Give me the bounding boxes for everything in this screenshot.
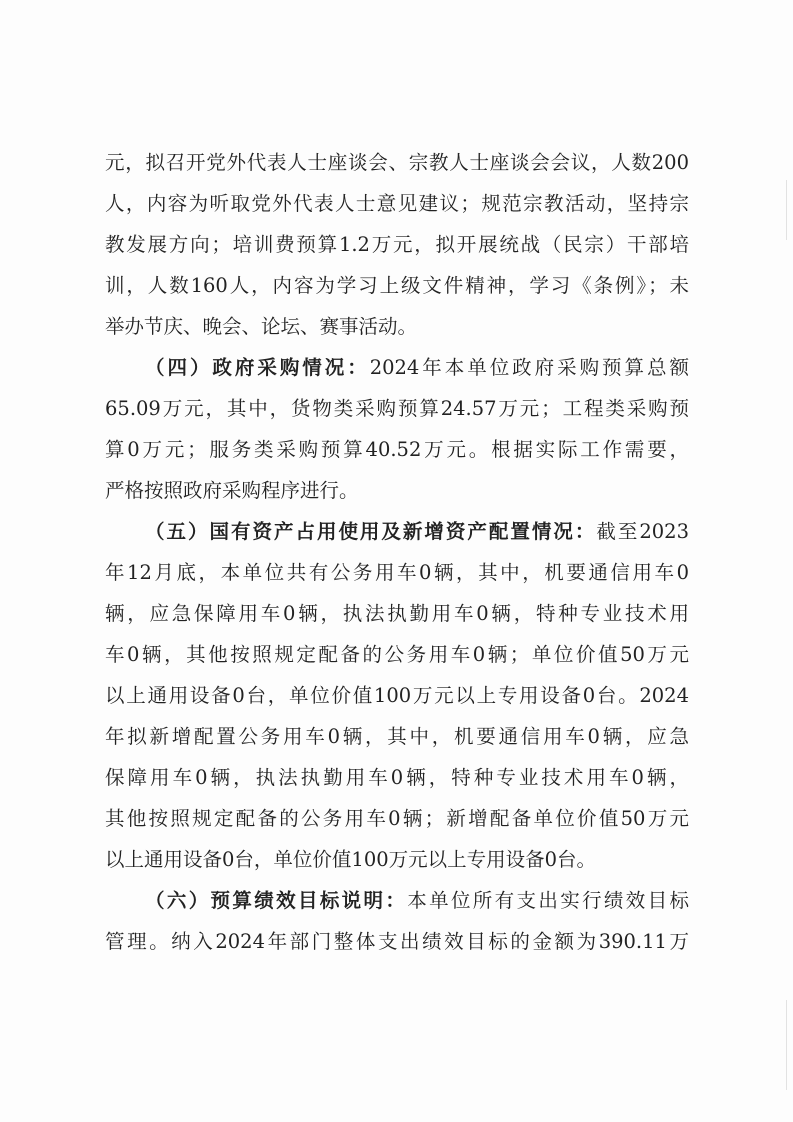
text-line: 算0万元；服务类采购预算40.52万元。根据实际工作需要， [105, 438, 689, 461]
paragraph-performance-goals [105, 880, 689, 962]
text-line: 其他按照规定配备的公务用车0辆；新增配备单位价值50万元 [105, 807, 689, 830]
text-line: 元，拟召开党外代表人士座谈会、宗教人士座谈会会议，人数200 [105, 151, 689, 174]
document-body [105, 142, 689, 962]
text-run: 2024年本单位政府采购预算总额 [369, 356, 689, 379]
scan-edge-mark [786, 1000, 787, 1090]
text-run: 本单位所有支出实行绩效目标 [407, 889, 689, 912]
text-line: 举办节庆、晚会、论坛、赛事活动。 [105, 315, 418, 338]
text-line: 人，内容为听取党外代表人士意见建议；规范宗教活动，坚持宗 [105, 192, 689, 215]
text-line: 教发展方向；培训费预算1.2万元，拟开展统战（民宗）干部培 [105, 233, 689, 256]
text-line: 以上通用设备0台，单位价值100万元以上专用设备0台。 [105, 848, 597, 871]
text-line: 65.09万元，其中，货物类采购预算24.57万元；工程类采购预 [105, 397, 689, 420]
text-line: 辆，应急保障用车0辆，执法执勤用车0辆，特种专业技术用 [105, 602, 689, 625]
text-line: 训，人数160人，内容为学习上级文件精神，学习《条例》；未 [105, 274, 689, 297]
text-line: 保障用车0辆，执法执勤用车0辆，特种专业技术用车0辆， [105, 766, 689, 789]
section-heading-performance: （六）预算绩效目标说明： [145, 889, 408, 912]
text-line [105, 511, 689, 552]
text-line: 车0辆，其他按照规定配备的公务用车0辆；单位价值50万元 [105, 643, 689, 666]
paragraph-conference-training [105, 142, 689, 347]
section-heading-assets: （五）国有资产占用使用及新增资产配置情况： [145, 520, 597, 543]
text-line: 年12月底，本单位共有公务用车0辆，其中，机要通信用车0 [105, 561, 689, 584]
text-line: 年拟新增配置公务用车0辆，其中，机要通信用车0辆，应急 [105, 725, 689, 748]
text-run: 截至2023 [596, 520, 689, 543]
section-heading-procurement: （四）政府采购情况： [145, 356, 370, 379]
text-line [105, 347, 689, 388]
scan-edge-mark [786, 180, 787, 240]
text-line: 严格按照政府采购程序进行。 [105, 479, 359, 502]
paragraph-state-assets [105, 511, 689, 880]
text-line: 管理。纳入2024年部门整体支出绩效目标的金额为390.11万 [105, 930, 689, 953]
text-line [105, 880, 689, 921]
paragraph-government-procurement [105, 347, 689, 511]
text-line: 以上通用设备0台，单位价值100万元以上专用设备0台。2024 [105, 684, 689, 707]
